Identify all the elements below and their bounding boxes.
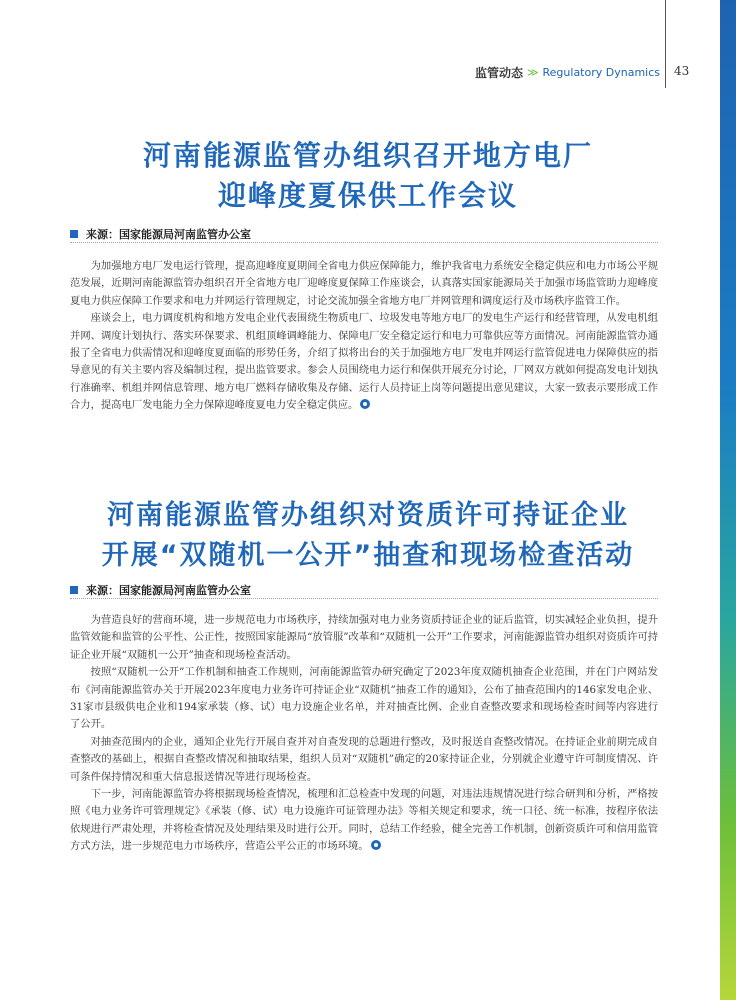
article2-title-line2: 开展“双随机一公开”抽查和现场检查活动 [101,540,635,571]
article2-body [70,612,658,856]
header-section-en: Regulatory Dynamics [542,65,660,79]
page-number: 43 [674,64,690,78]
article1-title-line2: 迎峰度夏保供工作会议 [217,179,518,212]
article2-title-line1: 河南能源监管办组织对资质许可持证企业 [107,500,629,531]
article1-source-text: 来源：国家能源局河南监管办公室 [86,228,251,241]
article1-source [70,226,658,243]
chevron-right-icon: ≫ [527,65,539,79]
article1-paragraph: 座谈会上，电力调度机构和地方发电企业代表围绕生物质电厂、垃圾发电等地方电厂的发电生产运行和经营管理，从发电机组并网、调度计划执行、落实环保要求、机组顶峰调峰能力、保障电厂安全稳定运行和电力可靠供应等方面情况。河南能源监管办通报了全省电力供需情况和迎峰度夏面临的形势任务，介绍了拟将出台的关于加强地方电厂发电并网运行监管促进电力保障供应的指导意见的有关主要内容及编制过程，提出监管要求。参会人员围绕电力运行和保供开展充分讨论，厂网双方就如何提高发电计划执行准确率、机组并网信息管理、地方电厂燃料存储收集及存储、运行人员持证上岗等问题提出意见建议，大家一致表示要形成工作合力，提高电厂发电能力全力保障迎峰度夏电力安全稳定供应。 [70,312,658,412]
article2-paragraph: 对抽查范围内的企业，通知企业先行开展自查并对自查发现的总题进行整改，及时报送自查整改情况。在持证企业前期完成自查整改的基础上，根据自查整改情况和抽取结果，组织人员对“双随机”确定的20家持证企业，分别就企业遵守许可制度情况、许可条件保持情况和重大信息报送情况等进行现场检查。 [70,735,658,783]
square-bullet-icon [70,586,78,594]
article2-paragraph: 为营造良好的营商环境，进一步规范电力市场秩序，持续加强对电力业务资质持证企业的证后监管，切实减轻企业负担，提升监管效能和监管的公平性、公正性，按照国家能源局“放管服”改革和“双随机一公开”工作要求，河南能源监管办组织对资质许可持证企业开展“双随机一公开”抽查和现场检查活动。 [70,614,658,661]
article1-title [0,136,736,216]
article2-paragraph: 按照“双随机一公开”工作机制和抽查工作规则，河南能源监管办研究确定了2023年度双随机抽查企业范围，并在门户网站发布《河南能源监管办关于开展2023年度电力业务许可持证企业“双随机”抽查工作的通知》，公布了抽查范围内的146家发电企业、31家市县级供电企业和194家承装（修、试）电力设施企业名单，并对抽查比例、企业自查整改要求和现场检查时间等内容进行了公开。 [70,666,658,731]
header-divider [665,0,666,88]
article2-title [0,496,736,576]
article1-body [70,258,658,415]
end-mark-icon [371,840,381,850]
square-bullet-icon [70,230,78,238]
article2-paragraph: 下一步，河南能源监管办将根据现场检查情况，梳理和汇总检查中发现的问题，对违法违规情况进行综合研判和分析，严格按照《电力业务许可管理规定》《承装（修、试）电力设施许可证管理办法》等相关规定和要求，统一口径、统一标准，按程序依法依规进行严肃处理，并将检查情况及处理结果及时进行公开。同时，总结工作经验，健全完善工作机制，创新资质许可和信用监管方式方法，进一步规范电力市场秩序，营造公平公正的市场环境。 [70,788,658,853]
article2-source-text: 来源：国家能源局河南监管办公室 [86,584,251,597]
article2-source [70,582,658,599]
article1-paragraph: 为加强地方电厂发电运行管理，提高迎峰度夏期间全省电力供应保障能力，维护我省电力系统安全稳定供应和电力市场公平规范发展，近期河南能源监管办组织召开全省地方电厂迎峰度夏保障工作座谈会，认真落实国家能源局关于加强市场监管助力迎峰度夏电力供应保障工作要求和电力并网运行管理规定，讨论交流加强全省地方电厂并网管理和调度运行及市场秩序监管工作。 [70,260,658,307]
running-header [380,62,660,82]
article1-title-line1: 河南能源监管办组织召开地方电厂 [142,139,593,172]
header-section-zh: 监管动态 [474,65,523,80]
end-mark-icon [360,399,370,409]
